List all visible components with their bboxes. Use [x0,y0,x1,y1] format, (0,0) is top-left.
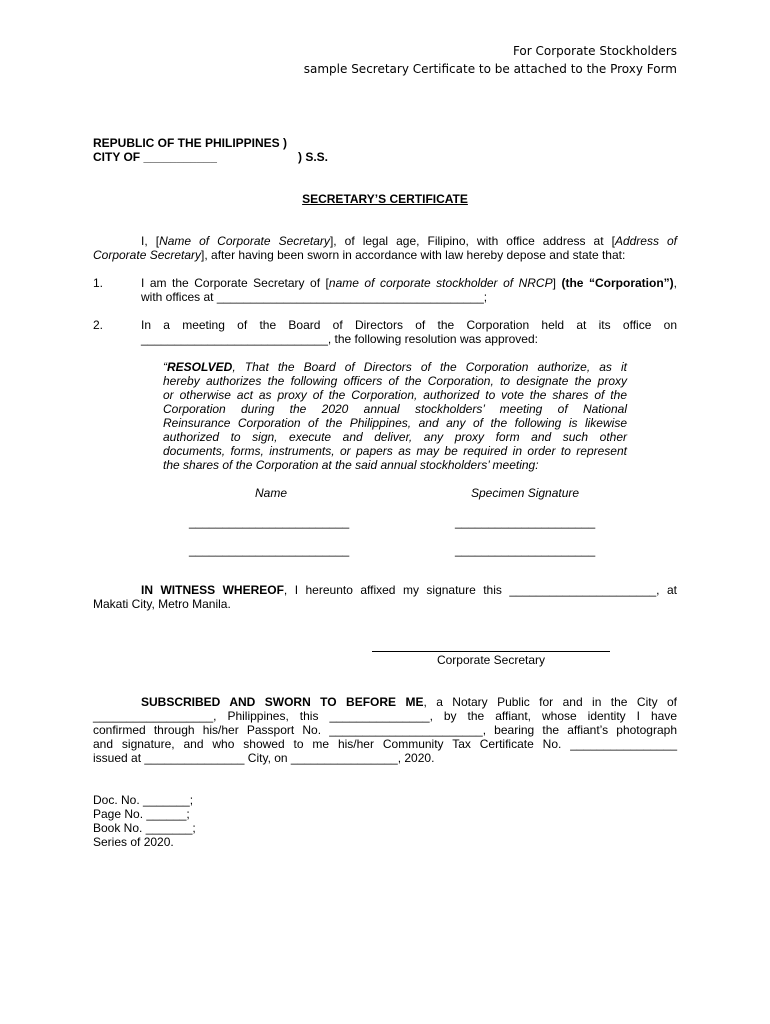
venue-city: CITY OF ___________ [93,150,217,164]
resolution-line6: authorized to sign, execute and deliver, any proxy form and such other [163,430,627,444]
resolution-line7: documents, forms, instruments, or papers as may be required in order to represent [163,444,627,458]
notarial-doc-no: Doc. No. _______; [93,793,194,807]
officer-row-1-signature[interactable]: _____________________ [455,515,596,529]
resolution-line2: hereby authorizes the following officers of the Corporation, to designate the proxy [163,374,627,388]
officer-row-1-name[interactable]: ________________________ [189,515,350,529]
resolution-line1: “RESOLVED, That the Board of Directors of the Corporation authorize, as it [163,360,627,374]
secretary-signatory-label: Corporate Secretary [436,653,546,667]
jurat-line4: and signature, and who showed to me his/her Community Tax Certificate No. ________________ [93,737,677,751]
venue-republic: REPUBLIC OF THE PHILIPPINES ) [93,136,288,150]
resolution-line8: the shares of the Corporation at the said annual stockholders’ meeting: [163,458,539,472]
officers-col-signature: Specimen Signature [471,486,580,500]
notarial-page-no: Page No. ______; [93,807,190,821]
item1-number: 1. [93,276,104,290]
intro-line1: I, [Name of Corporate Secretary], of legal age, Filipino, with office address at [Address of [141,234,678,248]
resolution-line5: Reinsurance Corporation of the Philippines, and any of the following is likewise [163,416,627,430]
notarial-book-no: Book No. _______; [93,821,196,835]
notarial-series: Series of 2020. [93,835,174,849]
officer-row-2-name[interactable]: ________________________ [189,543,350,557]
item1-line1: I am the Corporate Secretary of [name of corporate stockholder of NRCP] (the “Corporation”), [141,276,677,290]
venue-ss: ) S.S. [298,150,329,164]
item2-line2: ____________________________, the following resolution was approved: [141,332,538,346]
jurat-line1: SUBSCRIBED AND SWORN TO BEFORE ME, a Notary Public for and in the City of [141,695,677,709]
resolution-line3: or otherwise act as proxy of the Corporation, authorized to vote the shares of the [163,388,627,402]
resolution-line4: Corporation during the 2020 annual stockholders’ meeting of National [163,402,627,416]
jurat-line2: __________________, Philippines, this _______________, by the affiant, whose identity I have [93,709,677,723]
intro-line2: Corporate Secretary], after having been sworn in accordance with law hereby depose and state that: [93,248,626,262]
jurat-line5: issued at _______________ City, on ________________, 2020. [93,751,435,765]
item1-line2: with offices at ________________________________________; [141,290,488,304]
witness-line1: IN WITNESS WHEREOF, I hereunto affixed my signature this ______________________, at [141,583,677,597]
witness-line2: Makati City, Metro Manila. [93,597,231,611]
item2-line1: In a meeting of the Board of Directors of the Corporation held at its office on [141,318,677,332]
header-note-line2: sample Secretary Certificate to be attached to the Proxy Form [303,62,677,76]
jurat-line3: confirmed through his/her Passport No. _______________________, bearing the affiant’s photograph [93,723,677,737]
document-title: SECRETARY’S CERTIFICATE [302,192,468,206]
secretary-signature-line[interactable] [372,651,610,652]
header-note-line1: For Corporate Stockholders [512,44,677,58]
officer-row-2-signature[interactable]: _____________________ [455,543,596,557]
officers-col-name: Name [255,486,288,500]
item2-number: 2. [93,318,104,332]
